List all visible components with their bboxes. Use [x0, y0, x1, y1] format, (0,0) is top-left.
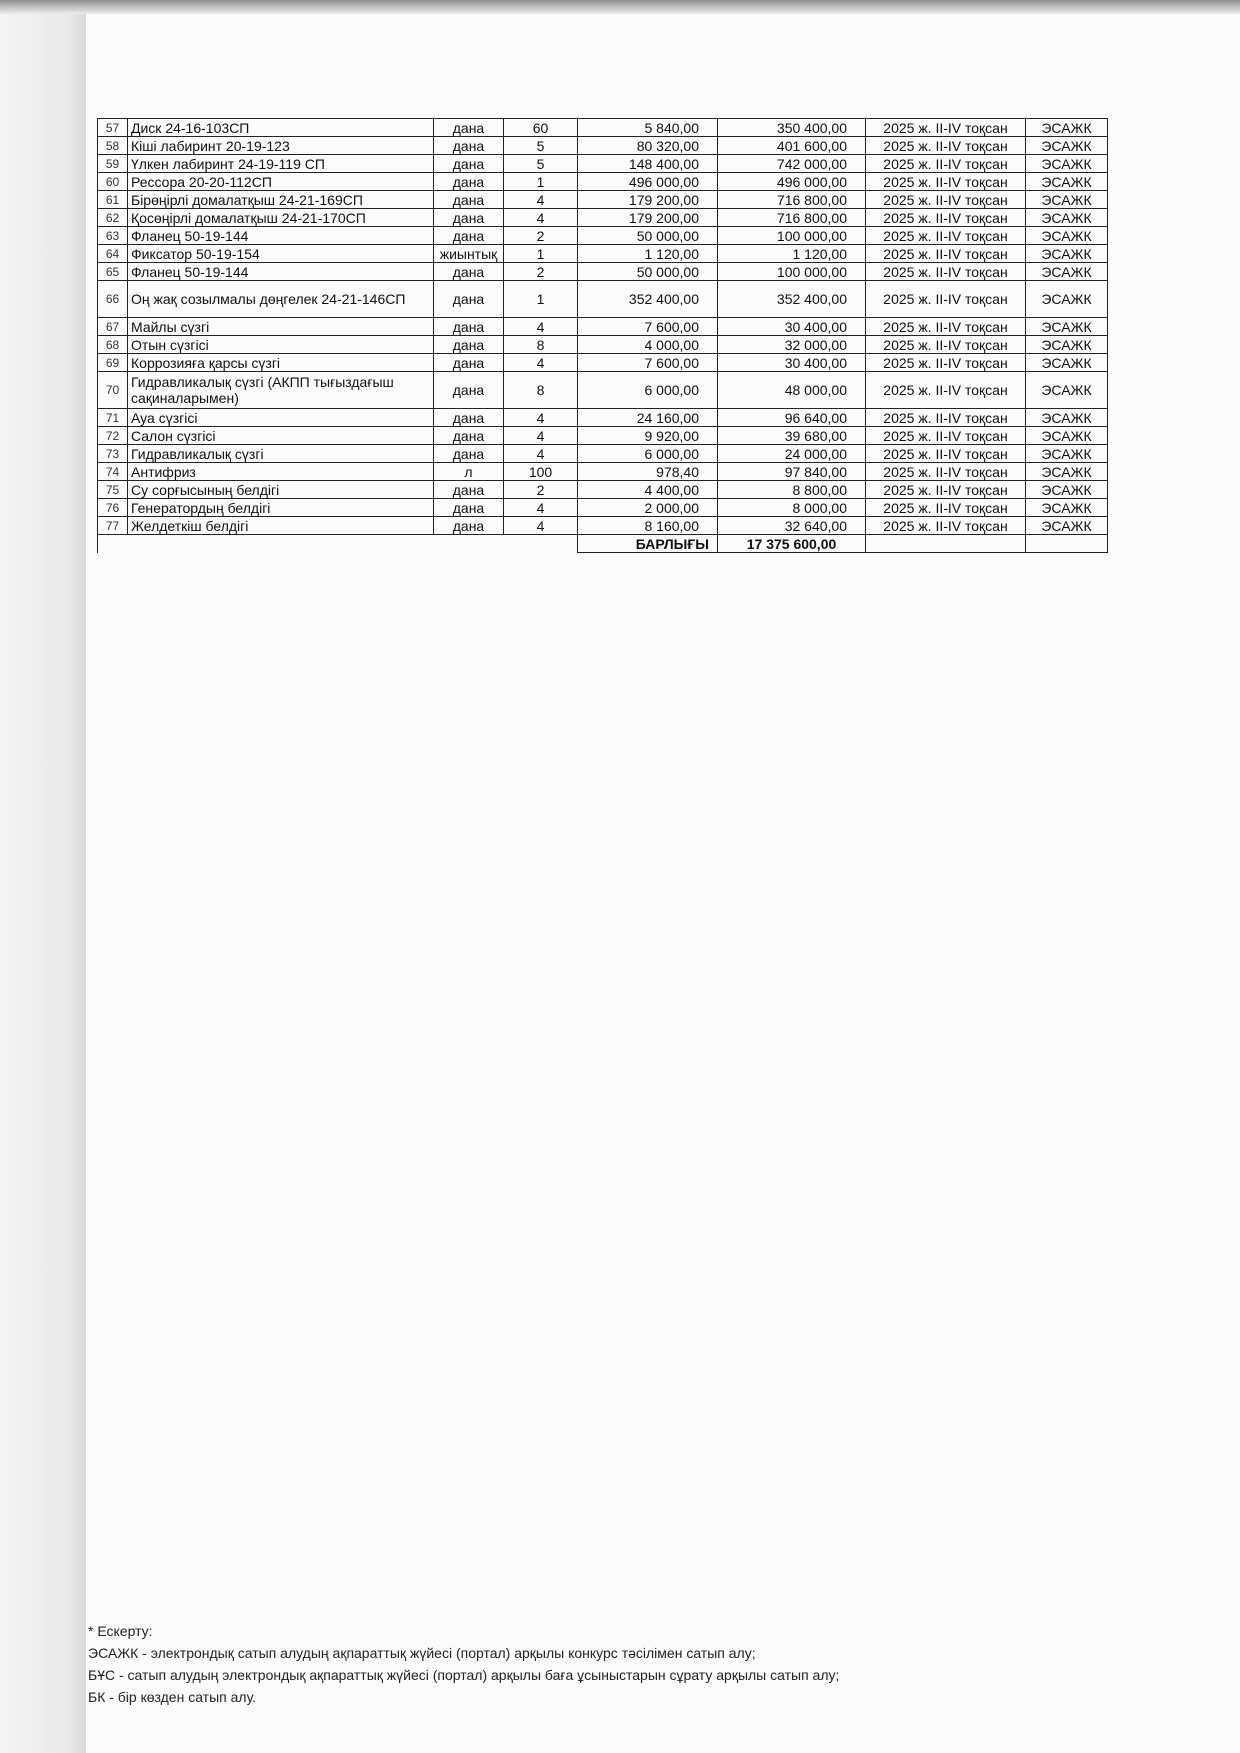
item-price: 6 000,00 — [578, 445, 718, 463]
item-period: 2025 ж. II-IV тоқсан — [866, 463, 1026, 481]
row-number: 70 — [98, 372, 128, 409]
item-method: ЭСАЖК — [1026, 463, 1108, 481]
footnote-heading: * Ескерту: — [88, 1623, 153, 1639]
row-number: 76 — [98, 499, 128, 517]
item-period: 2025 ж. II-IV тоқсан — [866, 318, 1026, 336]
item-method: ЭСАЖК — [1026, 372, 1108, 409]
item-method: ЭСАЖК — [1026, 499, 1108, 517]
item-unit: дана — [434, 427, 504, 445]
item-period: 2025 ж. II-IV тоқсан — [866, 409, 1026, 427]
row-number: 61 — [98, 191, 128, 209]
item-unit: дана — [434, 137, 504, 155]
table-row — [98, 263, 1108, 281]
item-price: 50 000,00 — [578, 227, 718, 245]
item-sum: 8 800,00 — [718, 481, 866, 499]
item-price: 496 000,00 — [578, 173, 718, 191]
item-price: 148 400,00 — [578, 155, 718, 173]
table-row — [98, 499, 1108, 517]
item-name: Фиксатор 50-19-154 — [128, 245, 434, 263]
item-name: Ауа сүзгісі — [128, 409, 434, 427]
total-row — [98, 535, 1108, 553]
table-row — [98, 137, 1108, 155]
table-row — [98, 372, 1108, 409]
item-price: 7 600,00 — [578, 354, 718, 372]
item-sum: 716 800,00 — [718, 191, 866, 209]
item-price: 4 000,00 — [578, 336, 718, 354]
item-period: 2025 ж. II-IV тоқсан — [866, 336, 1026, 354]
item-method: ЭСАЖК — [1026, 263, 1108, 281]
item-period: 2025 ж. II-IV тоқсан — [866, 119, 1026, 137]
table-row — [98, 245, 1108, 263]
item-name: Қосөңірлі домалатқыш 24-21-170СП — [128, 209, 434, 227]
item-method: ЭСАЖК — [1026, 137, 1108, 155]
item-period: 2025 ж. II-IV тоқсан — [866, 227, 1026, 245]
item-name: Антифриз — [128, 463, 434, 481]
table-row — [98, 409, 1108, 427]
item-price: 50 000,00 — [578, 263, 718, 281]
item-quantity: 4 — [504, 191, 578, 209]
row-number: 58 — [98, 137, 128, 155]
row-number: 67 — [98, 318, 128, 336]
item-price: 80 320,00 — [578, 137, 718, 155]
item-sum: 32 000,00 — [718, 336, 866, 354]
item-unit: дана — [434, 173, 504, 191]
table-row — [98, 173, 1108, 191]
item-price: 179 200,00 — [578, 191, 718, 209]
item-sum: 742 000,00 — [718, 155, 866, 173]
row-number: 77 — [98, 517, 128, 535]
item-method: ЭСАЖК — [1026, 354, 1108, 372]
table-row — [98, 354, 1108, 372]
item-quantity: 4 — [504, 517, 578, 535]
row-number: 60 — [98, 173, 128, 191]
item-sum: 716 800,00 — [718, 209, 866, 227]
item-period: 2025 ж. II-IV тоқсан — [866, 445, 1026, 463]
item-name: Диск 24-16-103СП — [128, 119, 434, 137]
item-quantity: 1 — [504, 245, 578, 263]
item-sum: 1 120,00 — [718, 245, 866, 263]
item-quantity: 4 — [504, 318, 578, 336]
item-unit: дана — [434, 119, 504, 137]
item-name: Отын сүзгісі — [128, 336, 434, 354]
item-sum: 496 000,00 — [718, 173, 866, 191]
item-unit: дана — [434, 445, 504, 463]
item-period: 2025 ж. II-IV тоқсан — [866, 281, 1026, 318]
table-row — [98, 227, 1108, 245]
item-name: Фланец 50-19-144 — [128, 227, 434, 245]
item-sum: 30 400,00 — [718, 318, 866, 336]
item-quantity: 5 — [504, 137, 578, 155]
item-quantity: 100 — [504, 463, 578, 481]
item-name: Фланец 50-19-144 — [128, 263, 434, 281]
item-name: Рессора 20-20-112СП — [128, 173, 434, 191]
procurement-table — [97, 118, 1108, 553]
item-method: ЭСАЖК — [1026, 119, 1108, 137]
item-unit: дана — [434, 318, 504, 336]
item-method: ЭСАЖК — [1026, 281, 1108, 318]
item-unit: дана — [434, 155, 504, 173]
item-period: 2025 ж. II-IV тоқсан — [866, 372, 1026, 409]
item-period: 2025 ж. II-IV тоқсан — [866, 354, 1026, 372]
item-unit: дана — [434, 281, 504, 318]
item-quantity: 4 — [504, 354, 578, 372]
item-method: ЭСАЖК — [1026, 481, 1108, 499]
item-sum: 352 400,00 — [718, 281, 866, 318]
item-sum: 96 640,00 — [718, 409, 866, 427]
item-quantity: 2 — [504, 263, 578, 281]
item-quantity: 8 — [504, 336, 578, 354]
item-unit: дана — [434, 481, 504, 499]
item-sum: 24 000,00 — [718, 445, 866, 463]
item-sum: 39 680,00 — [718, 427, 866, 445]
item-period: 2025 ж. II-IV тоқсан — [866, 481, 1026, 499]
item-method: ЭСАЖК — [1026, 227, 1108, 245]
item-unit: дана — [434, 517, 504, 535]
scan-shadow — [0, 0, 86, 1753]
item-price: 9 920,00 — [578, 427, 718, 445]
row-number: 71 — [98, 409, 128, 427]
item-unit: жиынтық — [434, 245, 504, 263]
table-row — [98, 481, 1108, 499]
item-price: 978,40 — [578, 463, 718, 481]
item-method: ЭСАЖК — [1026, 445, 1108, 463]
item-unit: дана — [434, 354, 504, 372]
item-price: 5 840,00 — [578, 119, 718, 137]
item-name: Майлы сүзгі — [128, 318, 434, 336]
item-price: 24 160,00 — [578, 409, 718, 427]
item-sum: 32 640,00 — [718, 517, 866, 535]
item-name: Гидравликалық сүзгі — [128, 445, 434, 463]
item-method: ЭСАЖК — [1026, 409, 1108, 427]
total-empty-cell — [866, 535, 1026, 553]
table-row — [98, 318, 1108, 336]
item-period: 2025 ж. II-IV тоқсан — [866, 173, 1026, 191]
item-price: 7 600,00 — [578, 318, 718, 336]
total-empty-cell — [1026, 535, 1108, 553]
item-method: ЭСАЖК — [1026, 155, 1108, 173]
item-price: 4 400,00 — [578, 481, 718, 499]
table-row — [98, 463, 1108, 481]
total-value: 17 375 600,00 — [718, 535, 866, 553]
item-price: 6 000,00 — [578, 372, 718, 409]
item-sum: 100 000,00 — [718, 263, 866, 281]
item-quantity: 4 — [504, 445, 578, 463]
total-spacer — [98, 535, 578, 553]
item-sum: 8 000,00 — [718, 499, 866, 517]
item-period: 2025 ж. II-IV тоқсан — [866, 517, 1026, 535]
item-name: Желдеткіш белдігі — [128, 517, 434, 535]
row-number: 62 — [98, 209, 128, 227]
item-name: Оң жақ созылмалы дөңгелек 24-21-146СП — [128, 281, 434, 318]
table-row — [98, 336, 1108, 354]
footnotes — [88, 1620, 1088, 1708]
item-price: 8 160,00 — [578, 517, 718, 535]
item-quantity: 8 — [504, 372, 578, 409]
row-number: 66 — [98, 281, 128, 318]
item-quantity: 4 — [504, 499, 578, 517]
item-name: Генератордың белдігі — [128, 499, 434, 517]
item-sum: 401 600,00 — [718, 137, 866, 155]
item-name: Коррозияға қарсы сүзгі — [128, 354, 434, 372]
item-method: ЭСАЖК — [1026, 336, 1108, 354]
row-number: 59 — [98, 155, 128, 173]
scan-edge — [0, 0, 1240, 14]
item-period: 2025 ж. II-IV тоқсан — [866, 499, 1026, 517]
table-row — [98, 119, 1108, 137]
item-unit: дана — [434, 409, 504, 427]
item-unit: л — [434, 463, 504, 481]
item-quantity: 5 — [504, 155, 578, 173]
item-price: 179 200,00 — [578, 209, 718, 227]
total-label: БАРЛЫҒЫ — [578, 535, 718, 553]
item-period: 2025 ж. II-IV тоқсан — [866, 427, 1026, 445]
item-name: Үлкен лабиринт 24-19-119 СП — [128, 155, 434, 173]
item-name: Кіші лабиринт 20-19-123 — [128, 137, 434, 155]
item-unit: дана — [434, 191, 504, 209]
item-sum: 350 400,00 — [718, 119, 866, 137]
item-sum: 97 840,00 — [718, 463, 866, 481]
row-number: 65 — [98, 263, 128, 281]
item-sum: 100 000,00 — [718, 227, 866, 245]
item-quantity: 2 — [504, 481, 578, 499]
table-row — [98, 427, 1108, 445]
item-unit: дана — [434, 336, 504, 354]
item-unit: дана — [434, 209, 504, 227]
table-row — [98, 281, 1108, 318]
table-body — [98, 119, 1108, 553]
row-number: 72 — [98, 427, 128, 445]
row-number: 57 — [98, 119, 128, 137]
item-quantity: 4 — [504, 209, 578, 227]
item-method: ЭСАЖК — [1026, 209, 1108, 227]
item-quantity: 1 — [504, 281, 578, 318]
item-quantity: 1 — [504, 173, 578, 191]
item-quantity: 4 — [504, 409, 578, 427]
item-period: 2025 ж. II-IV тоқсан — [866, 263, 1026, 281]
row-number: 75 — [98, 481, 128, 499]
item-sum: 30 400,00 — [718, 354, 866, 372]
item-period: 2025 ж. II-IV тоқсан — [866, 155, 1026, 173]
table-row — [98, 155, 1108, 173]
item-method: ЭСАЖК — [1026, 427, 1108, 445]
row-number: 73 — [98, 445, 128, 463]
table-row — [98, 517, 1108, 535]
item-method: ЭСАЖК — [1026, 245, 1108, 263]
item-price: 352 400,00 — [578, 281, 718, 318]
item-name: Салон сүзгісі — [128, 427, 434, 445]
row-number: 69 — [98, 354, 128, 372]
item-quantity: 4 — [504, 427, 578, 445]
item-price: 2 000,00 — [578, 499, 718, 517]
item-unit: дана — [434, 372, 504, 409]
item-method: ЭСАЖК — [1026, 318, 1108, 336]
item-quantity: 60 — [504, 119, 578, 137]
item-name: Су сорғысының белдігі — [128, 481, 434, 499]
item-price: 1 120,00 — [578, 245, 718, 263]
table-row — [98, 209, 1108, 227]
item-period: 2025 ж. II-IV тоқсан — [866, 191, 1026, 209]
item-unit: дана — [434, 263, 504, 281]
item-method: ЭСАЖК — [1026, 517, 1108, 535]
item-sum: 48 000,00 — [718, 372, 866, 409]
item-period: 2025 ж. II-IV тоқсан — [866, 245, 1026, 263]
row-number: 68 — [98, 336, 128, 354]
item-period: 2025 ж. II-IV тоқсан — [866, 137, 1026, 155]
item-method: ЭСАЖК — [1026, 173, 1108, 191]
row-number: 63 — [98, 227, 128, 245]
row-number: 64 — [98, 245, 128, 263]
footnote-line: БҰС - сатып алудың электрондық ақпараттық жүйесі (портал) арқылы баға ұсыныстарын сұрату арқылы сатып алу; — [88, 1667, 840, 1683]
item-quantity: 2 — [504, 227, 578, 245]
item-unit: дана — [434, 227, 504, 245]
row-number: 74 — [98, 463, 128, 481]
table-row — [98, 445, 1108, 463]
table-row — [98, 191, 1108, 209]
item-name: Бірөңірлі домалатқыш 24-21-169СП — [128, 191, 434, 209]
footnote-line: ЭСАЖК - электрондық сатып алудың ақпараттық жүйесі (портал) арқылы конкурс тәсілімен сатып алу; — [88, 1645, 756, 1661]
item-period: 2025 ж. II-IV тоқсан — [866, 209, 1026, 227]
item-unit: дана — [434, 499, 504, 517]
item-name: Гидравликалық сүзгі (АКПП тығыздағыш сақиналарымен) — [128, 372, 434, 409]
footnote-line: БК - бір көзден сатып алу. — [88, 1689, 257, 1705]
item-method: ЭСАЖК — [1026, 191, 1108, 209]
